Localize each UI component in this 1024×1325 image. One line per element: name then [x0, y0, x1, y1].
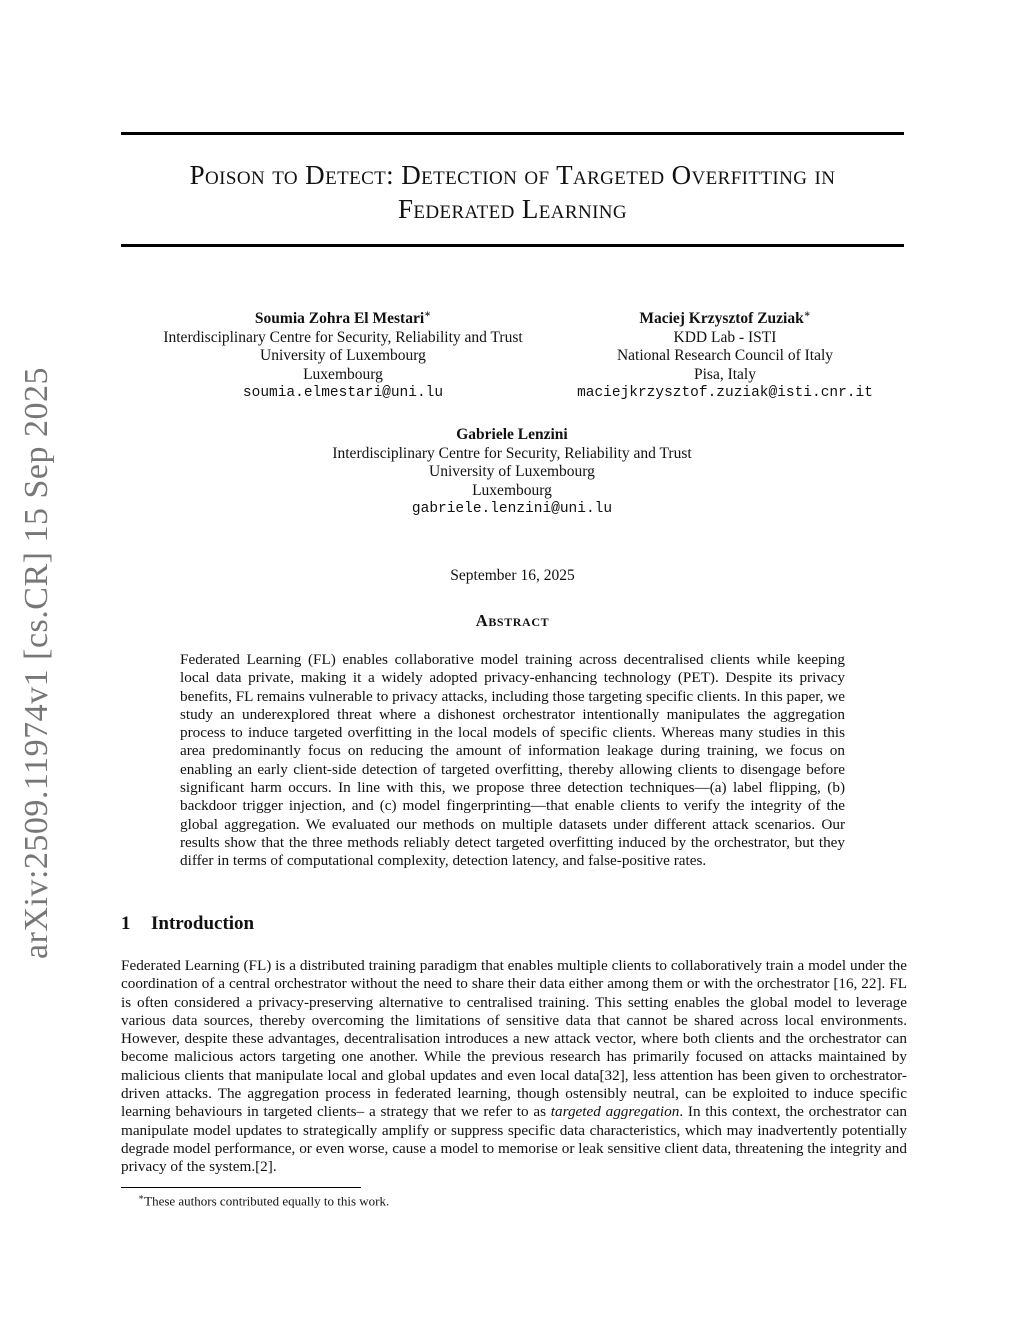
- abstract-text: Federated Learning (FL) enables collaborative model training across decentralised clients while keeping local data private, making it a widely adopted privacy-enhancing technology (PET). Despite its privacy benefits, FL remains vulnerable to privacy attacks, including those targeting specific clients. In this paper, we study an underexplored threat where a dishonest orchestrator intentionally manipulates the aggregation process to induce targeted overfitting in the local models of specific clients. Whereas many studies in this area predominantly focus on reducing the amount of information leakage during training, we focus on enabling an early client-side detection of targeted overfitting, thereby allowing clients to disengage before significant harm occurs. In line with this, we propose three detection techniques—(a) label flipping, (b) backdoor trigger injection, and (c) model fingerprinting—that enable clients to verify the integrity of the global aggregation. We evaluated our methods on multiple datasets under different attack scenarios. Our results show that the three methods reliably detect targeted overfitting induced by the orchestrator, but they differ in terms of computational complexity, detection latency, and false-positive rates.: [180, 651, 845, 870]
- arxiv-identifier-stamp: [12, 368, 62, 958]
- author-affiliation-line: Luxembourg: [303, 365, 383, 383]
- author-affiliation-line: University of Luxembourg: [260, 347, 426, 365]
- author-affiliation-line: Interdisciplinary Centre for Security, Reliability and Trust: [163, 328, 523, 346]
- section-title: Introduction: [151, 913, 255, 934]
- title-line-2: Federated Learning: [397, 194, 628, 224]
- emphasis-term: targeted aggregation: [550, 1103, 680, 1121]
- footnote-mark: ∗: [138, 1192, 145, 1202]
- author-affiliation-line: University of Luxembourg: [429, 463, 595, 480]
- author-email: gabriele.lenzini@uni.lu: [411, 501, 613, 517]
- footnote-text: These authors contributed equally to this work.: [144, 1193, 390, 1209]
- author-affiliation-line: Luxembourg: [472, 481, 552, 499]
- author-affiliation-line: Interdisciplinary Centre for Security, Reliability and Trust: [332, 444, 692, 462]
- author-block-2: [560, 306, 890, 403]
- section-heading-introduction: [121, 913, 254, 935]
- author-email: maciejkrzysztof.zuziak@isti.cnr.it: [577, 385, 873, 402]
- publication-date: September 16, 2025: [450, 567, 575, 584]
- introduction-paragraph: Federated Learning (FL) is a distributed training paradigm that enables multiple clients to collaboratively train a model under the coordination of a central orchestrator without the need to share their data either among them or with the orchestrator [16, 22]. FL is often considered a privacy-preserving alternative to centralised training. This setting enables the global model to leverage various data sources, thereby overcoming the limitations of sensitive data that cannot be shared across local environments. However, despite these advantages, decentralisation introduces a new attack vector, where both clients and the orchestrator can become malicious actors targeting one another. While the previous research has primarily focused on attacks maintained by malicious clients that manipulate local and global updates and even local data[32], less attention has been given to orchestrator-driven attacks. The aggregation process in federated learning, though ostensibly neutral, can be exploited to induce specific learning behaviours in targeted clients– a strategy that we refer to as targeted aggregation. In this context, the orchestrator can manipulate model updates to strategically amplify or suppress specific data characteristics, which may inadvertently potentially degrade model performance, or even worse, cause a model to memorise or leak sensitive client data, threatening the integrity and privacy of the system.[2].: [121, 957, 908, 1176]
- footnote-rule: [121, 1187, 361, 1188]
- arxiv-id-text: arXiv:2509.11974v1 [cs.CR] 15 Sep 2025: [18, 367, 55, 959]
- author-name: Maciej Krzysztof Zuziak∗: [639, 309, 811, 328]
- section-number: 1: [121, 913, 131, 934]
- paper-title: [121, 158, 904, 226]
- title-line-1: Poison to Detect: Detection of Targeted Overfitting in: [189, 160, 836, 190]
- author-block-3: [312, 426, 712, 519]
- author-block-1: [143, 306, 543, 403]
- author-affiliation-line: KDD Lab - ISTI: [673, 328, 777, 346]
- author-email: soumia.elmestari@uni.lu: [242, 385, 444, 402]
- author-affiliation-line: Pisa, Italy: [694, 365, 756, 383]
- author-affiliation-line: National Research Council of Italy: [616, 347, 834, 365]
- author-name: Gabriele Lenzini: [456, 426, 568, 443]
- author-name: Soumia Zohra El Mestari∗: [254, 309, 432, 328]
- title-bottom-rule: [121, 244, 904, 247]
- footnote: [138, 1192, 389, 1209]
- title-top-rule: [121, 132, 904, 135]
- abstract-heading: Abstract: [475, 611, 550, 630]
